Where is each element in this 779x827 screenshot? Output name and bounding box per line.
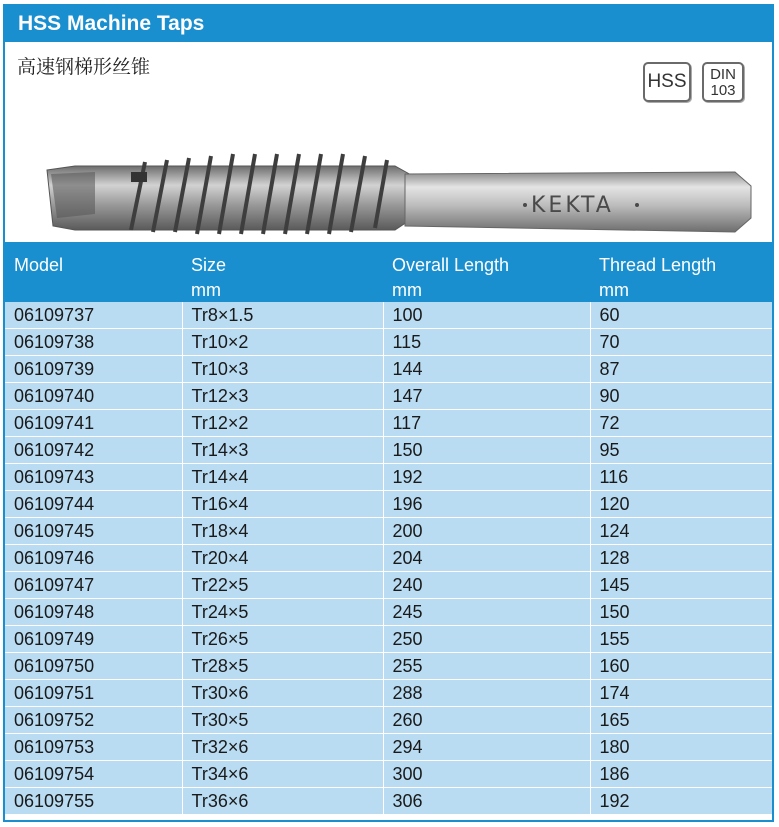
cell-size: Tr10×2 (182, 329, 383, 356)
table-row (5, 437, 772, 464)
cell-overall-length: 255 (383, 653, 590, 680)
cell-size: Tr12×2 (182, 410, 383, 437)
cell-model: 06109744 (5, 491, 182, 518)
cell-size: Tr26×5 (182, 626, 383, 653)
cell-model: 06109751 (5, 680, 182, 707)
cell-size: Tr30×5 (182, 707, 383, 734)
col-unit-size: mm (182, 278, 383, 302)
table-row (5, 491, 772, 518)
cell-thread-length: 87 (590, 356, 772, 383)
cell-overall-length: 294 (383, 734, 590, 761)
table-row (5, 329, 772, 356)
cell-thread-length: 124 (590, 518, 772, 545)
cell-model: 06109737 (5, 302, 182, 329)
table-row (5, 518, 772, 545)
cell-overall-length: 300 (383, 761, 590, 788)
cell-overall-length: 144 (383, 356, 590, 383)
din-badge-line1: DIN (710, 66, 736, 83)
table-row (5, 680, 772, 707)
cell-model: 06109746 (5, 545, 182, 572)
cell-overall-length: 196 (383, 491, 590, 518)
cell-thread-length: 90 (590, 383, 772, 410)
cell-overall-length: 115 (383, 329, 590, 356)
cell-model: 06109740 (5, 383, 182, 410)
cell-thread-length: 72 (590, 410, 772, 437)
cell-overall-length: 240 (383, 572, 590, 599)
cell-model: 06109750 (5, 653, 182, 680)
cell-size: Tr8×1.5 (182, 302, 383, 329)
cell-thread-length: 60 (590, 302, 772, 329)
col-unit-thread-length: mm (590, 278, 772, 302)
cell-model: 06109748 (5, 599, 182, 626)
cell-size: Tr16×4 (182, 491, 383, 518)
cell-model: 06109742 (5, 437, 182, 464)
tap-drill-icon (35, 114, 755, 238)
cell-size: Tr32×6 (182, 734, 383, 761)
col-header-size: Size (182, 242, 383, 278)
cell-overall-length: 117 (383, 410, 590, 437)
cell-model: 06109738 (5, 329, 182, 356)
cell-size: Tr24×5 (182, 599, 383, 626)
table-row (5, 788, 772, 815)
col-unit-overall-length: mm (383, 278, 590, 302)
cell-thread-length: 160 (590, 653, 772, 680)
cell-overall-length: 288 (383, 680, 590, 707)
table-row (5, 599, 772, 626)
cell-model: 06109753 (5, 734, 182, 761)
din-badge-line2: 103 (710, 82, 736, 99)
table-row (5, 464, 772, 491)
cell-thread-length: 165 (590, 707, 772, 734)
spec-table (5, 242, 772, 815)
cell-thread-length: 180 (590, 734, 772, 761)
page-title: HSS Machine Taps (5, 6, 772, 42)
cell-model: 06109739 (5, 356, 182, 383)
cell-model: 06109755 (5, 788, 182, 815)
table-row (5, 302, 772, 329)
cell-model: 06109741 (5, 410, 182, 437)
cell-size: Tr12×3 (182, 383, 383, 410)
hss-badge-label: HSS (647, 71, 687, 92)
table-row (5, 761, 772, 788)
cell-size: Tr30×6 (182, 680, 383, 707)
cell-overall-length: 192 (383, 464, 590, 491)
cell-size: Tr14×3 (182, 437, 383, 464)
cell-overall-length: 204 (383, 545, 590, 572)
cell-overall-length: 250 (383, 626, 590, 653)
cell-model: 06109752 (5, 707, 182, 734)
table-row (5, 734, 772, 761)
cell-model: 06109745 (5, 518, 182, 545)
table-row (5, 572, 772, 599)
cell-size: Tr34×6 (182, 761, 383, 788)
col-unit-model (5, 278, 182, 302)
col-header-thread-length: Thread Length (590, 242, 772, 278)
cell-thread-length: 192 (590, 788, 772, 815)
product-subtitle: 高速钢梯形丝锥 (17, 56, 151, 78)
product-image-area (5, 42, 772, 242)
col-header-model: Model (5, 242, 182, 278)
cell-size: Tr28×5 (182, 653, 383, 680)
cell-thread-length: 128 (590, 545, 772, 572)
cell-size: Tr10×3 (182, 356, 383, 383)
din-badge (702, 62, 744, 102)
table-header-row (5, 242, 772, 278)
table-row (5, 545, 772, 572)
cell-thread-length: 150 (590, 599, 772, 626)
table-row (5, 653, 772, 680)
cell-overall-length: 100 (383, 302, 590, 329)
cell-overall-length: 306 (383, 788, 590, 815)
product-card (3, 4, 774, 822)
cell-thread-length: 155 (590, 626, 772, 653)
table-unit-row (5, 278, 772, 302)
table-row (5, 383, 772, 410)
table-row (5, 707, 772, 734)
cell-size: Tr22×5 (182, 572, 383, 599)
cell-thread-length: 174 (590, 680, 772, 707)
cell-model: 06109749 (5, 626, 182, 653)
cell-thread-length: 145 (590, 572, 772, 599)
cell-thread-length: 186 (590, 761, 772, 788)
table-row (5, 626, 772, 653)
cell-thread-length: 120 (590, 491, 772, 518)
cell-thread-length: 116 (590, 464, 772, 491)
cell-overall-length: 260 (383, 707, 590, 734)
cell-overall-length: 245 (383, 599, 590, 626)
cell-size: Tr20×4 (182, 545, 383, 572)
table-row (5, 410, 772, 437)
cell-thread-length: 70 (590, 329, 772, 356)
cell-model: 06109747 (5, 572, 182, 599)
hss-badge (643, 62, 691, 102)
cell-size: Tr18×4 (182, 518, 383, 545)
cell-size: Tr36×6 (182, 788, 383, 815)
cell-model: 06109743 (5, 464, 182, 491)
col-header-overall-length: Overall Length (383, 242, 590, 278)
cell-size: Tr14×4 (182, 464, 383, 491)
cell-model: 06109754 (5, 761, 182, 788)
cell-overall-length: 150 (383, 437, 590, 464)
cell-overall-length: 147 (383, 383, 590, 410)
cell-overall-length: 200 (383, 518, 590, 545)
cell-thread-length: 95 (590, 437, 772, 464)
brand-marking: KEKTA (531, 193, 614, 218)
table-row (5, 356, 772, 383)
